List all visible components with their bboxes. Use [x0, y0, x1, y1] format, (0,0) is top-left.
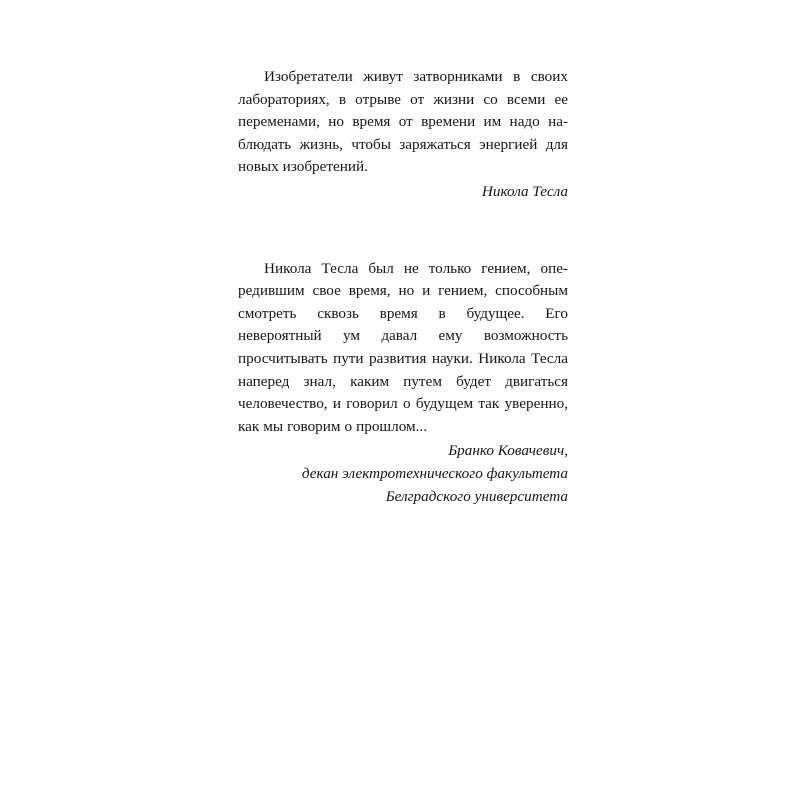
page-content	[238, 66, 568, 508]
epigraph-text: Никола Тесла был не только гением, опередившим свое время, но и гением, способным смотреть сквозь время в будущее. Его невероятный ум давал ему возможность просчитывать пути развития науки. Никола Тесла наперед знал, каким путем будет двигаться человечество, и говорил о будущем так уверенно, как мы говорим о прошлом...	[238, 259, 568, 435]
epigraph-block-2	[238, 258, 568, 509]
epigraph-attribution	[238, 440, 568, 508]
epigraph-block-1	[238, 66, 568, 204]
attribution-line: Белградского университета	[385, 487, 568, 505]
attribution-line: Никола Тесла	[481, 182, 568, 200]
epigraph-attribution	[238, 181, 568, 204]
attribution-line: декан электротехнического факультета	[301, 464, 568, 482]
attribution-line: Бранко Ковачевич,	[448, 442, 568, 460]
epigraph-text: Изобретатели живут затворниками в своих лабораториях, в отрыве от жизни со всеми ее переменами, но время от времени им надо наблюдать жизнь, чтобы заряжаться энергией для новых изобретений.	[238, 68, 568, 176]
